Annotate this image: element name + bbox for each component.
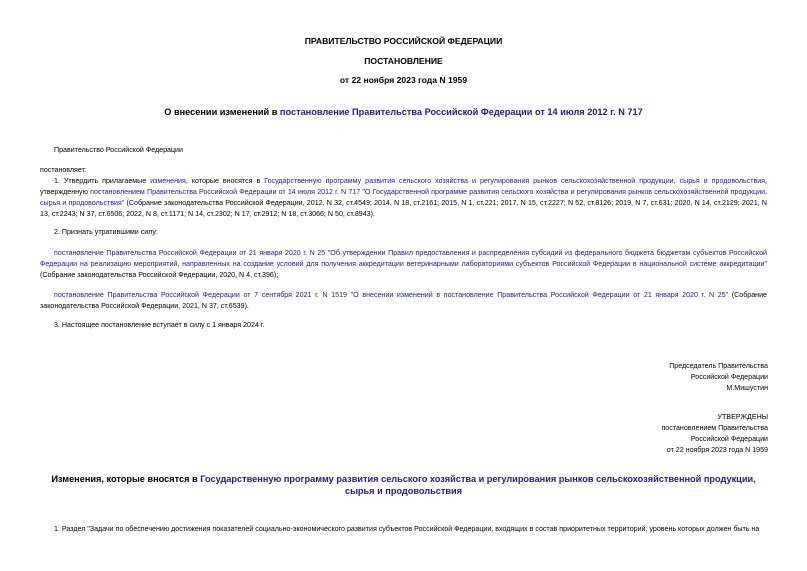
decree-1519-link[interactable]: постановление Правительства Российской Федерации от 7 сентября 2021 г. N 1519 "О внесении изменений в постановление Правительства Российской Федерации от 21 января 2020 г. N 25" xyxy=(54,291,729,299)
p2b-rest: (Собрание законодательства Российской Федерации, 2021, N 37, ст.6539). xyxy=(40,291,767,310)
p1-text-d: (Собрание законодательства Российской Федерации, 2012, N 32, ст.4549; 2014, N 18, ст.2161; 2015, N 1, ст.221; 2017, N 15, ст.2227; N 52, ст.8126; 2019, N 7, ст.631; 2020, N 14, ст.2129; 2021, N 13, ст.2243; N 37, ст.6506; 2022, N 8, ст.1171; N 14, ст.2302; N 17, ст.2912; N 18, ст.3066; N 50, ст.8943). xyxy=(40,198,767,218)
signature-title: Председатель Правительства xyxy=(669,362,768,370)
approved-block xyxy=(661,412,768,456)
paragraph-3: 3. Настоящее постановление вступает в силу с 1 января 2024 г. xyxy=(54,321,265,329)
changes-program-link[interactable]: Государственную программу развития сельского хозяйства и регулирования рынков сельскохозяйственной продукции, сырья и продовольствия xyxy=(200,474,756,496)
decrees-line: постановляет: xyxy=(40,166,87,174)
changes-link[interactable]: изменения xyxy=(150,177,186,185)
changes-item-1: 1. Раздел "Задачи по обеспечению достижения показателей социально-экономического развития субъектов Российской Федерации, входящих в состав приоритетных территорий, уровень которых должен быть на xyxy=(54,525,760,533)
signature-name: М.Мишустин xyxy=(726,383,768,392)
header-doc-type: ПОСТАНОВЛЕНИЕ xyxy=(364,56,443,66)
approved-by: постановлением Правительства xyxy=(661,423,768,432)
p1-text-c: , утвержденную xyxy=(40,177,768,196)
decree-25-link[interactable]: постановление Правительства Российской Федерации от 21 января 2020 г. N 25 "Об утверждении Правил предоставления и распределения субсидий из федерального бюджета бюджетам субъектов Российской Федерации на реализацию мероприятий, направленных на создание условий для получения аккредитации ветеринарными лабораториями субъектов Российской Федерации в национальной системе аккредитации" xyxy=(40,249,767,268)
p1-text-b: , которые вносятся в xyxy=(185,177,265,185)
approved-label: УТВЕРЖДЕНЫ xyxy=(717,413,768,421)
p2a-rest: (Собрание законодательства Российской Федерации, 2020, N 4, ст.396); xyxy=(40,270,279,279)
approved-org: Российской Федерации xyxy=(690,434,768,443)
paragraph-1 xyxy=(40,176,767,220)
document-title xyxy=(40,107,767,117)
gov-line: Правительство Российской Федерации xyxy=(54,146,183,154)
program-link[interactable]: Государственную программу развития сельского хозяйства и регулирования рынков сельскохозяйственной продукции, сырья и продовольствия xyxy=(264,177,766,185)
title-link[interactable]: постановление Правительства Российской Федерации от 14 июля 2012 г. N 717 xyxy=(279,107,643,117)
approved-date: от 22 ноября 2023 года N 1959 xyxy=(666,445,768,454)
header-org: ПРАВИТЕЛЬСТВО РОССИЙСКОЙ ФЕДЕРАЦИИ xyxy=(304,36,503,46)
paragraph-2a xyxy=(40,248,767,281)
p1-text-a: 1. Утвердить прилагаемые xyxy=(54,177,151,185)
title-prefix: О внесении изменений в xyxy=(164,107,280,117)
header-date-number: от 22 ноября 2023 года N 1959 xyxy=(339,75,468,85)
decree-717-link[interactable]: постановлением Правительства Российской Федерации от 14 июля 2012 г. N 717 "О Государственной программе развития сельского хозяйства и регулирования рынков сельскохозяйственной продукции, сырья и продовольствия" xyxy=(40,187,767,207)
signature-block xyxy=(669,361,768,394)
paragraph-2b xyxy=(40,290,767,312)
signature-org: Российской Федерации xyxy=(690,372,768,381)
paragraph-2: 2. Признать утратившими силу: xyxy=(54,228,158,236)
changes-title xyxy=(40,473,767,497)
changes-prefix: Изменения, которые вносятся в xyxy=(51,474,201,484)
